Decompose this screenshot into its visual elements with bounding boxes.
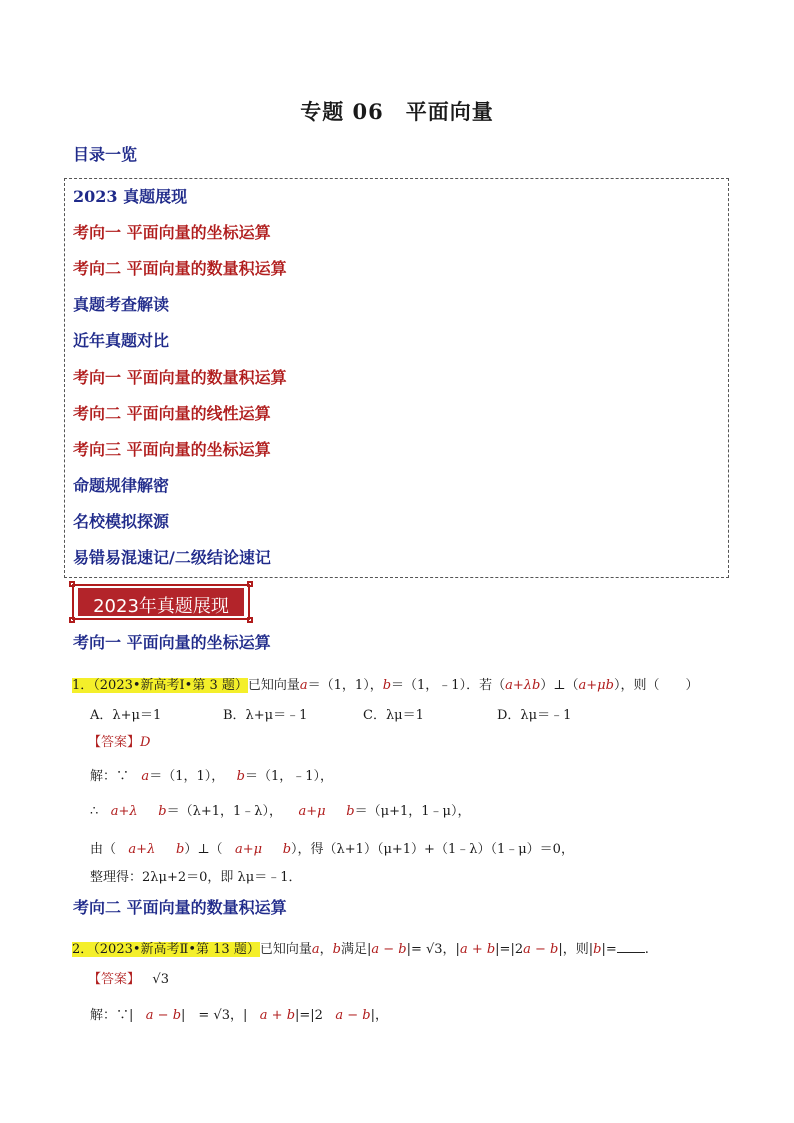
- question-source: 1．（2023•新高考Ⅰ•第 3 题）: [72, 678, 248, 693]
- toc-item[interactable]: 考向一 平面向量的坐标运算: [73, 223, 271, 242]
- stem-text: ，: [319, 942, 333, 957]
- answer-blank[interactable]: [617, 940, 645, 953]
- answer-value: √3: [152, 972, 169, 987]
- toc-item[interactable]: 名校模拟探源: [73, 512, 170, 531]
- stem-text: ＝（1，1），: [307, 678, 383, 693]
- toc-item[interactable]: 命题规律解密: [73, 476, 170, 495]
- vector-b: b: [175, 842, 185, 857]
- vector-b: b: [593, 942, 602, 957]
- solution-line: 整理得：2λμ+2＝0，即 λμ＝﹣1．: [90, 870, 302, 885]
- solution-line: [90, 838, 574, 857]
- answer-line: [88, 968, 169, 987]
- banner-corner: [69, 581, 75, 587]
- section-heading: 考向一 平面向量的坐标运算: [73, 633, 271, 652]
- answer-line: [88, 731, 150, 750]
- vector-b: b: [382, 678, 392, 693]
- toc-item[interactable]: 近年真题对比: [73, 331, 170, 350]
- vector-expression: a+λ: [128, 842, 156, 857]
- vector-b: b: [332, 942, 341, 957]
- vector-b: b: [158, 804, 167, 819]
- question-1-stem: [72, 674, 698, 693]
- stem-text: .: [644, 942, 649, 957]
- stem-text: |=|2: [495, 942, 524, 957]
- vector-expression: a+λ: [110, 804, 138, 819]
- stem-text: 已知向量: [247, 678, 300, 693]
- banner-corner: [247, 581, 253, 587]
- vector-expression: a+μ: [298, 804, 326, 819]
- solution-text: ），得（λ+1）（μ+1）+（1﹣λ）（1﹣μ）＝0，: [291, 842, 574, 857]
- vector-a: a: [299, 678, 308, 693]
- solution-line: [90, 765, 333, 784]
- section-banner: [72, 584, 250, 620]
- solution-text: ）⊥（: [184, 842, 223, 857]
- vector-a: a: [141, 769, 150, 784]
- vector-expression: a + b: [259, 1008, 296, 1023]
- vector-expression: a + b: [459, 942, 496, 957]
- question-2-stem: [72, 938, 649, 957]
- stem-text: |，则|: [558, 942, 594, 957]
- vector-expression: a+μ: [234, 842, 263, 857]
- option-a[interactable]: A．λ+μ＝1: [90, 708, 162, 723]
- solution-text: 由（: [90, 842, 117, 857]
- banner-text: 2023年真题展现: [93, 596, 229, 617]
- vector-expression: a − b: [523, 942, 559, 957]
- solution-text: ＝（λ+1，1﹣λ），: [166, 804, 282, 819]
- option-d[interactable]: D．λμ＝﹣1: [497, 708, 572, 723]
- toc-item[interactable]: 易错易混速记/二级结论速记: [73, 548, 271, 567]
- toc-item[interactable]: 真题考查解读: [73, 295, 170, 314]
- vector-b: b: [346, 804, 355, 819]
- stem-text: |= √3，|: [406, 942, 460, 957]
- vector-expression: a − b: [145, 1008, 182, 1023]
- toc-item[interactable]: 考向二 平面向量的线性运算: [73, 404, 271, 423]
- toc-box: [64, 178, 729, 578]
- section-heading: 考向二 平面向量的数量积运算: [73, 898, 287, 917]
- solution-text: ＝（μ+1，1﹣μ），: [354, 804, 471, 819]
- option-b[interactable]: B．λ+μ＝﹣1: [223, 708, 308, 723]
- vector-expression: a − b: [371, 942, 407, 957]
- toc-item[interactable]: 考向三 平面向量的坐标运算: [73, 440, 271, 459]
- solution-text: ＝（1，1），: [149, 769, 225, 784]
- solution-line: [90, 800, 470, 819]
- stem-text: 满足|: [340, 942, 372, 957]
- stem-text: ）⊥（: [540, 678, 579, 693]
- option-c[interactable]: C．λμ＝1: [363, 708, 424, 723]
- banner-fill: [78, 588, 244, 616]
- toc-item[interactable]: 2023 真题展现: [73, 187, 188, 206]
- toc-item[interactable]: 考向一 平面向量的数量积运算: [73, 368, 287, 387]
- vector-expression: a+λb: [505, 678, 541, 693]
- answer-label: 【答案】: [88, 972, 141, 987]
- answer-value: D: [140, 735, 151, 750]
- vector-b: b: [282, 842, 292, 857]
- solution-text: |，: [370, 1008, 388, 1023]
- vector-expression: a+μb: [578, 678, 614, 693]
- solution-text: ＝（1，﹣1），: [244, 769, 334, 784]
- solution-text: | = √3，|: [181, 1008, 248, 1023]
- solution-text: 解：∵: [90, 769, 130, 784]
- toc-heading: 目录一览: [73, 145, 138, 164]
- solution-text: |=|2: [295, 1008, 323, 1023]
- question-source: 2．（2023•新高考Ⅱ•第 13 题）: [72, 942, 260, 957]
- stem-text: ＝（1，﹣1）．若（: [391, 678, 506, 693]
- banner-corner: [69, 617, 75, 623]
- page-title: 专题 06 平面向量: [300, 99, 494, 124]
- answer-label: 【答案】: [88, 735, 141, 750]
- vector-b: b: [236, 769, 245, 784]
- banner-corner: [247, 617, 253, 623]
- stem-text: ），则（ ）: [613, 678, 699, 693]
- stem-text: 已知向量: [259, 942, 312, 957]
- solution-text: ∴: [90, 804, 99, 819]
- solution-text: 解：∵|: [90, 1008, 134, 1023]
- solution-line: [90, 1004, 388, 1023]
- vector-a: a: [311, 942, 320, 957]
- vector-expression: a − b: [335, 1008, 371, 1023]
- toc-item[interactable]: 考向二 平面向量的数量积运算: [73, 259, 287, 278]
- stem-text: |=: [601, 942, 617, 957]
